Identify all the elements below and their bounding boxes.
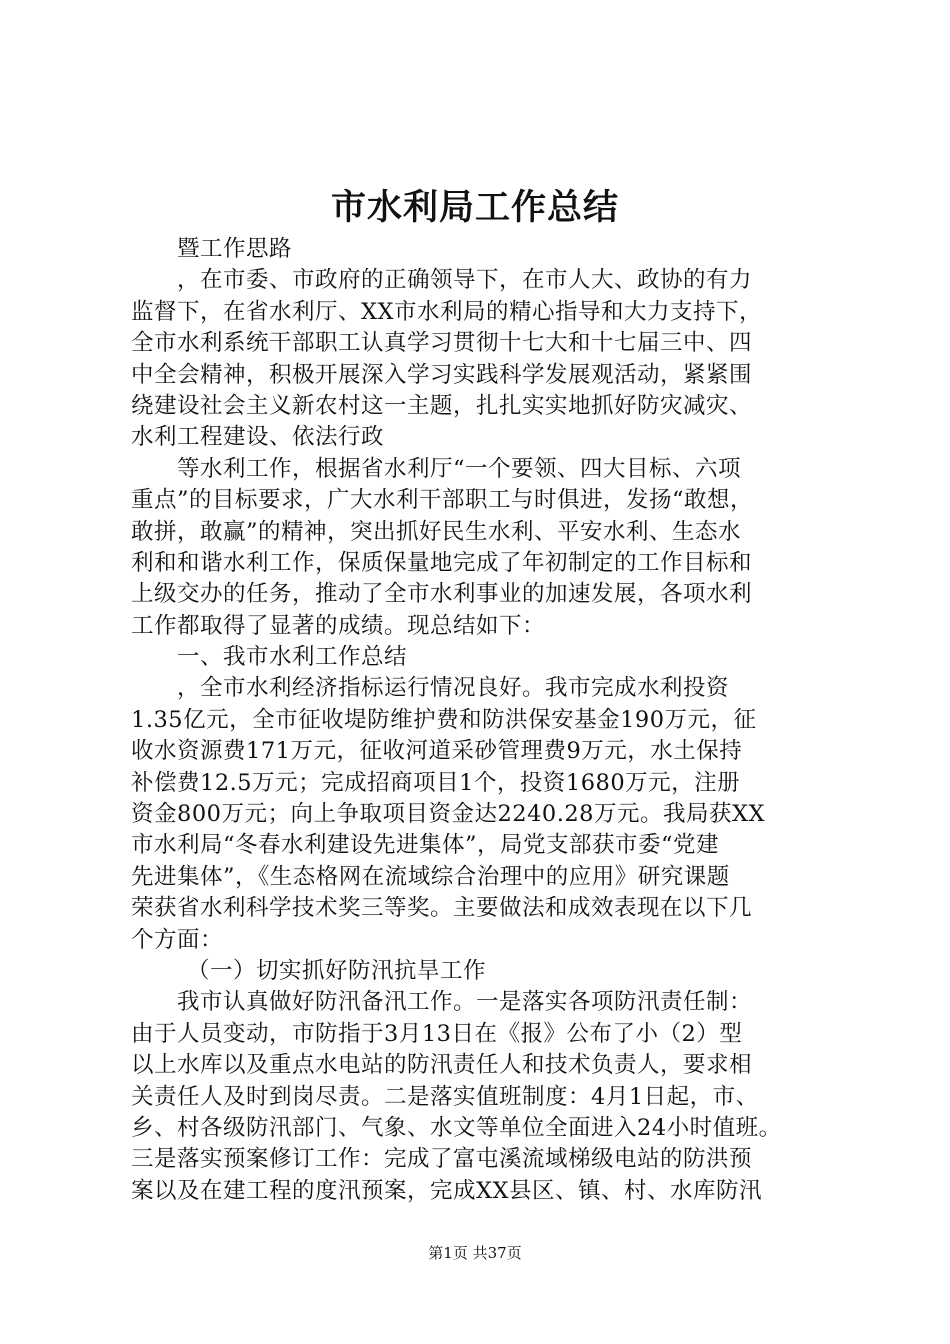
text-line: 我市认真做好防汛备汛工作。一是落实各项防汛责任制：: [177, 989, 753, 1016]
text-line: 荣获省水利科学技术奖三等奖。主要做法和成效表现在以下几: [131, 895, 753, 922]
text-line: 1.35亿元，全市征收堤防维护费和防洪保安基金190万元，征: [131, 706, 757, 733]
text-line: 案以及在建工程的度汛预案，完成XX县区、镇、村、水库防汛: [131, 1177, 763, 1204]
text-line: 三是落实预案修订工作：完成了富屯溪流域梯级电站的防洪预: [131, 1146, 753, 1173]
text-line: ，在市委、市政府的正确领导下，在市人大、政协的有力: [177, 267, 753, 294]
text-line: 监督下，在省水利厅、XX市水利局的精心指导和大力支持下，: [131, 298, 763, 325]
text-line: 乡、村各级防汛部门、气象、水文等单位全面进入24小时值班。: [131, 1114, 782, 1141]
text-line: 由于人员变动，市防指于3月13日在《报》公布了小（2）型: [131, 1020, 743, 1047]
text-line: 关责任人及时到岗尽责。二是落实值班制度：4月1日起，市、: [131, 1083, 759, 1110]
text-line: 市水利局“冬春水利建设先进集体”，局党支部获市委“党建: [131, 832, 720, 859]
text-line: 上级交办的任务，推动了全市水利事业的加速发展，各项水利: [131, 581, 753, 608]
text-line: 重点”的目标要求，广大水利干部职工与时俱进，发扬“敢想，: [131, 487, 754, 514]
text-line: 敢拼，敢赢”的精神，突出抓好民生水利、平安水利、生态水: [131, 518, 742, 545]
text-line: 收水资源费171万元，征收河道采砂管理费9万元，水土保持: [131, 738, 743, 765]
document-body: [131, 234, 831, 1207]
section-heading: 一、我市水利工作总结: [177, 644, 408, 671]
text-line: 先进集体”，《生态格网在流域综合治理中的应用》研究课题: [131, 863, 730, 890]
text-line: 中全会精神，积极开展深入学习实践科学发展观活动，紧紧围: [131, 361, 753, 388]
text-line: 等水利工作，根据省水利厅“一个要领、四大目标、六项: [177, 455, 742, 482]
text-line: 利和和谐水利工作，保质保量地完成了年初制定的工作目标和: [131, 549, 753, 576]
text-line: 补偿费12.5万元；完成招商项目1个，投资1680万元，注册: [131, 769, 741, 796]
text-line: 工作都取得了显著的成绩。现总结如下：: [131, 612, 546, 639]
page-number-footer: 第1页 共37页: [428, 1244, 522, 1262]
subsection-heading: （一）切实抓好防汛抗旱工作: [187, 957, 487, 984]
document-title: 市水利局工作总结: [330, 187, 619, 228]
text-line: 水利工程建设、依法行政: [131, 424, 385, 451]
text-line: ，全市水利经济指标运行情况良好。我市完成水利投资: [177, 675, 730, 702]
text-line: 资金800万元；向上争取项目资金达2240.28万元。我局获XX: [131, 801, 766, 828]
text-line: 个方面：: [131, 926, 224, 953]
text-line: 暨工作思路: [177, 236, 293, 262]
text-line: 以上水库以及重点水电站的防汛责任人和技术负责人，要求相: [131, 1052, 753, 1079]
text-line: 绕建设社会主义新农村这一主题，扎扎实实地抓好防灾减灾、: [131, 392, 753, 419]
text-line: 全市水利系统干部职工认真学习贯彻十七大和十七届三中、四: [131, 330, 753, 357]
